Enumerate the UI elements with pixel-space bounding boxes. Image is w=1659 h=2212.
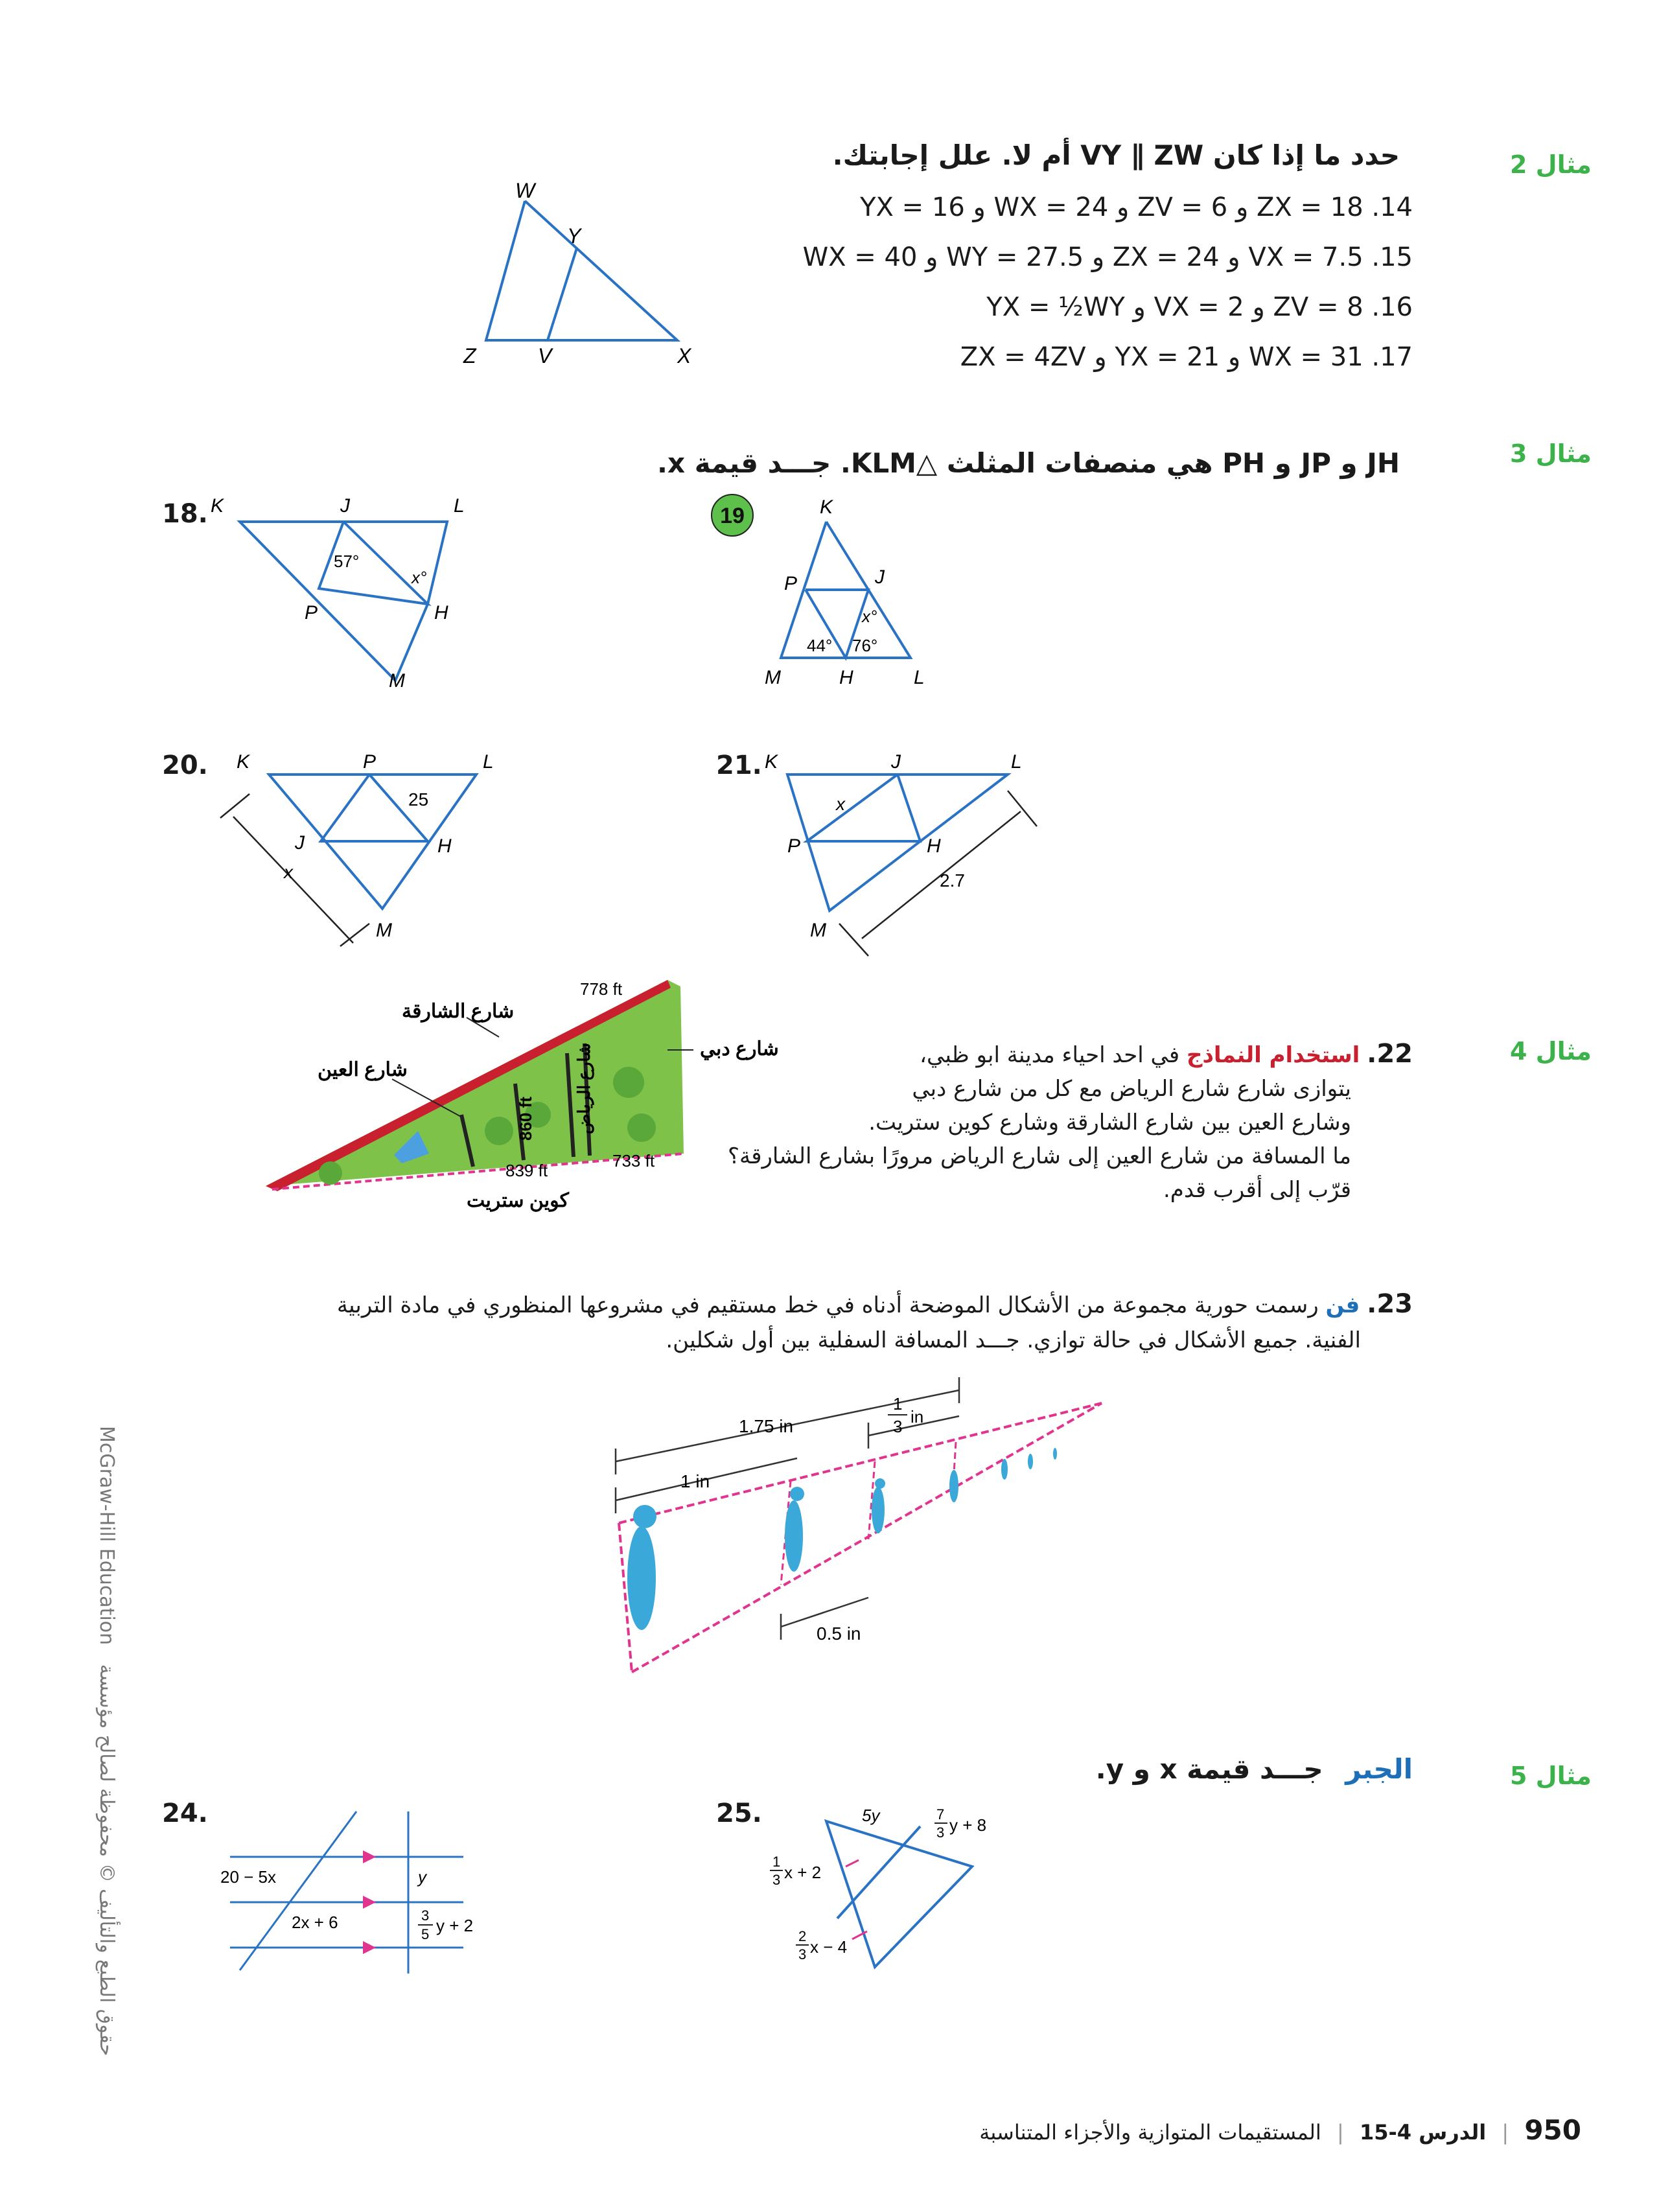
map-queen-label: كوين ستريت bbox=[467, 1190, 569, 1211]
problem-17: 17. WX = 31 و YX = 21 و ZX = 4ZV bbox=[960, 342, 1413, 372]
f19-L: L bbox=[914, 667, 925, 688]
problem-22-line2: يتوازى شارع شارع الرياض مع كل من شارع دبي bbox=[912, 1076, 1351, 1102]
street-map-figure bbox=[253, 972, 804, 1231]
f25-l2-tail: x − 4 bbox=[810, 1937, 848, 1957]
measure-175: 1.75 in bbox=[739, 1416, 794, 1436]
problem-19-number: 19 bbox=[720, 504, 745, 528]
section3-instruction: JH و JP و PH هي منصفات المثلث △KLM. جـــد قيمة x. bbox=[657, 447, 1400, 479]
perspective-figure bbox=[583, 1371, 1115, 1695]
copyright-ar: حقوق الطبع والتأليف © محفوظة لصالح مؤسسة bbox=[95, 1664, 118, 2056]
example-4-label: مثال 4 bbox=[1510, 1037, 1592, 1065]
problem-22-line3: وشارع العين بين شارع الشارقة وشارع كوين ستريت. bbox=[868, 1110, 1351, 1135]
problem-23-line2: الفنية. جميع الأشكال في حالة توازي. جـــد المسافة السفلية بين أول شكلين. bbox=[666, 1327, 1361, 1353]
section5-tag: الجبر bbox=[1345, 1753, 1413, 1785]
problem-21-number: 21. bbox=[716, 751, 762, 780]
example-2-label: مثال 2 bbox=[1510, 150, 1592, 179]
section2-instruction: حدد ما إذا كان VY ∥ ZW أم لا. علل إجابتك. bbox=[832, 139, 1400, 171]
measure-third-unit: in bbox=[911, 1407, 924, 1426]
section5-text: جـــد قيمة x و y. bbox=[1095, 1753, 1323, 1785]
f20-K: K bbox=[237, 751, 250, 773]
problem-23-text bbox=[220, 1286, 1413, 1358]
map-riyadh-label: شارع الرياض bbox=[574, 1042, 594, 1134]
map-860: 860 ft bbox=[516, 1097, 535, 1141]
f21-P: P bbox=[787, 835, 801, 857]
copyright-en: McGraw-Hill Education bbox=[95, 1426, 118, 1646]
problem-22-line5: قرّب إلى أقرب قدم. bbox=[1163, 1177, 1351, 1203]
problem-22-line1: في احد احياء مدينة ابو ظبي، bbox=[920, 1042, 1180, 1068]
f19-angle-44: 44° bbox=[807, 636, 833, 655]
f18-angle-57: 57° bbox=[334, 552, 360, 571]
f18-H: H bbox=[434, 602, 448, 623]
f25-r-den: 3 bbox=[936, 1824, 945, 1841]
map-733: 733 ft bbox=[612, 1151, 655, 1170]
problem-22-line4: ما المسافة من شارع العين إلى شارع الرياض مرورًا بشارع الشارقة؟ bbox=[727, 1143, 1351, 1169]
problem-14: 14. ZX = 18 و ZV = 6 و WX = 24 و YX = 16 bbox=[860, 192, 1413, 222]
f21-J: J bbox=[891, 751, 901, 773]
f25-l2-num: 2 bbox=[798, 1928, 807, 1944]
f18-M: M bbox=[389, 670, 405, 692]
measure-third-num: 1 bbox=[893, 1394, 903, 1414]
f24-d-num: 3 bbox=[421, 1907, 430, 1924]
problem-22-number: 22. bbox=[1367, 1039, 1413, 1069]
f21-side-27: 2.7 bbox=[940, 870, 965, 891]
figure-20 bbox=[207, 745, 505, 959]
f19-H: H bbox=[839, 667, 853, 688]
label-X: X bbox=[677, 344, 691, 367]
f24-d-tail: y + 2 bbox=[436, 1916, 474, 1935]
f25-r-num: 7 bbox=[936, 1806, 945, 1822]
example-5-label: مثال 5 bbox=[1510, 1762, 1592, 1790]
f21-H: H bbox=[927, 835, 941, 857]
f24-d-den: 5 bbox=[421, 1926, 430, 1942]
f21-M: M bbox=[810, 920, 826, 941]
footer-title: المستقيمات المتوازية والأجزاء المتناسبة bbox=[979, 2120, 1321, 2145]
f21-side-x: x bbox=[836, 794, 845, 814]
problem-20-number: 20. bbox=[162, 751, 208, 780]
f20-side-25: 25 bbox=[408, 789, 429, 809]
footer-lesson: الدرس 4-15 bbox=[1359, 2120, 1487, 2145]
section5-instruction bbox=[972, 1753, 1413, 1785]
measure-05: 0.5 in bbox=[817, 1624, 861, 1644]
f25-l1-den: 3 bbox=[772, 1872, 781, 1888]
label-Y: Y bbox=[567, 224, 581, 248]
f20-H: H bbox=[437, 835, 452, 857]
problem-23-number: 23. bbox=[1367, 1289, 1413, 1319]
problem-24-number: 24. bbox=[162, 1799, 208, 1828]
footer-page-number: 950 bbox=[1524, 2114, 1581, 2146]
figure-25 bbox=[765, 1802, 1037, 1983]
f24-a: 20 − 5x bbox=[220, 1867, 277, 1887]
f21-K: K bbox=[765, 751, 778, 773]
f24-c: y bbox=[418, 1867, 426, 1887]
f25-top: 5y bbox=[862, 1806, 880, 1825]
label-V: V bbox=[538, 344, 552, 367]
f20-M: M bbox=[376, 920, 392, 941]
problem-16: 16. ZV = 8 و VX = 2 و YX = ½WY bbox=[986, 292, 1413, 322]
f18-K: K bbox=[211, 495, 224, 517]
map-839: 839 ft bbox=[505, 1161, 548, 1180]
figure-24 bbox=[220, 1802, 512, 1983]
f18-J: J bbox=[340, 495, 350, 517]
f19-angle-76: 76° bbox=[852, 636, 878, 655]
figure-21 bbox=[755, 745, 1060, 959]
f19-K: K bbox=[820, 496, 833, 518]
problem-22-title: استخدام النماذج bbox=[1186, 1042, 1360, 1068]
example-3-label: مثال 3 bbox=[1510, 439, 1592, 468]
f19-J: J bbox=[875, 566, 885, 588]
f25-l1-num: 1 bbox=[772, 1854, 781, 1870]
figure-19 bbox=[755, 493, 1027, 700]
map-sharjah-label: شارع الشارقة bbox=[402, 1001, 515, 1022]
measure-third-den: 3 bbox=[893, 1417, 903, 1436]
f25-l1-tail: x + 2 bbox=[784, 1863, 822, 1882]
f18-P: P bbox=[305, 602, 318, 623]
map-dubai-label: شارع دبي bbox=[700, 1038, 779, 1060]
map-ain-label: شارع العين bbox=[318, 1059, 408, 1080]
f19-angle-x: x° bbox=[862, 607, 877, 626]
f18-L: L bbox=[454, 495, 465, 517]
f20-side-x: x bbox=[284, 862, 293, 882]
problem-18-number: 18. bbox=[162, 499, 208, 529]
f20-J: J bbox=[295, 832, 305, 854]
f25-l2-den: 3 bbox=[798, 1946, 807, 1962]
f24-b: 2x + 6 bbox=[292, 1913, 338, 1932]
f19-M: M bbox=[765, 667, 781, 688]
label-W: W bbox=[515, 179, 535, 202]
problem-23-line1: رسمت حورية مجموعة من الأشكال الموضحة أدناه في خط مستقيم في مشروعها المنظوري في مادة التربية bbox=[336, 1292, 1319, 1318]
measure-1in: 1 in bbox=[680, 1471, 710, 1491]
f25-r-tail: y + 8 bbox=[949, 1815, 987, 1835]
f21-L: L bbox=[1011, 751, 1022, 773]
f19-P: P bbox=[784, 573, 798, 594]
problem-19-badge[interactable] bbox=[710, 493, 755, 538]
problem-25-number: 25. bbox=[716, 1799, 762, 1828]
triangle-wzx-figure bbox=[454, 175, 713, 382]
f18-angle-x: x° bbox=[412, 568, 427, 587]
problem-15: 15. VX = 7.5 و ZX = 24 و WY = 27.5 و WX = 40 bbox=[802, 242, 1413, 272]
label-Z: Z bbox=[463, 344, 476, 367]
page-footer: 950 | الدرس 4-15 | المستقيمات المتوازية والأجزاء المتناسبة bbox=[979, 2114, 1581, 2146]
problem-23-title: فن bbox=[1325, 1292, 1360, 1318]
map-778: 778 ft bbox=[580, 979, 623, 999]
figure-18 bbox=[207, 493, 493, 700]
f20-L: L bbox=[483, 751, 494, 773]
f20-P: P bbox=[363, 751, 377, 773]
copyright-sidebar bbox=[95, 1426, 118, 2056]
